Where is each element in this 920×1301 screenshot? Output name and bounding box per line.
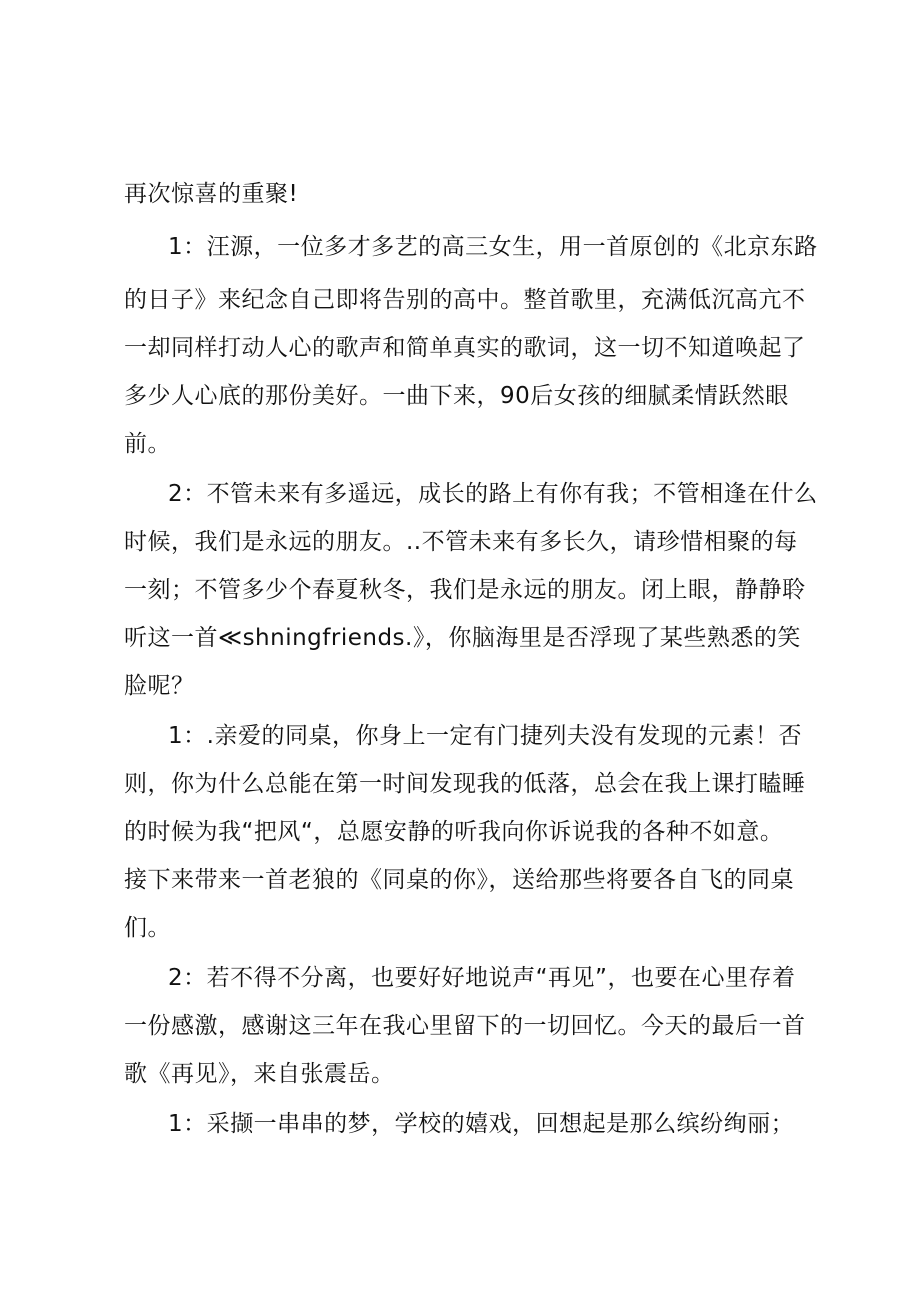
paragraph-line: 歌《再见》，来自张震岳。 — [124, 1061, 395, 1087]
paragraph-line: 一份感激，感谢这三年在我心里留下的一切回忆。今天的最后一首 — [124, 1013, 806, 1039]
paragraph-line: 时候，我们是永远的朋友。..不管未来有多长久，请珍惜相聚的每 — [124, 529, 798, 555]
paragraph-line: 多少人心底的那份美好。一曲下来，90后女孩的细腻柔情跃然眼 — [124, 383, 789, 409]
paragraph-line: 脸呢？ — [124, 673, 195, 699]
paragraph-line: 一却同样打动人心的歌声和简单真实的歌词，这一切不知道唤起了 — [124, 335, 806, 361]
paragraph-line: 前。 — [124, 431, 171, 457]
paragraph-line: 1：.亲爱的同桌，你身上一定有门捷列夫没有发现的元素！否 — [168, 723, 802, 749]
paragraph-line: 的日子》来纪念自己即将告别的高中。整首歌里，充满低沉高亢不 — [124, 287, 806, 313]
paragraph-line: 则，你为什么总能在第一时间发现我的低落，总会在我上课打瞌睡 — [124, 771, 806, 797]
paragraph-line: 1：采撷一串串的梦，学校的嬉戏，回想起是那么缤纷绚丽； — [168, 1111, 795, 1137]
paragraph-line: 2：不管未来有多遥远，成长的路上有你有我；不管相逢在什么 — [168, 481, 818, 507]
paragraph-line: 一刻；不管多少个春夏秋冬，我们是永远的朋友。闭上眼，静静聆 — [124, 577, 806, 603]
paragraph-line: 的时候为我“把风“，总愿安静的听我向你诉说我的各种不如意。 — [124, 819, 784, 845]
paragraph-line: 接下来带来一首老狼的《同桌的你》，送给那些将要各自飞的同桌 — [124, 867, 794, 893]
text-line: 再次惊喜的重聚! — [124, 181, 299, 207]
paragraph-line: 听这一首≪shningfriends.》，你脑海里是否浮现了某些熟悉的笑 — [124, 625, 801, 651]
paragraph-line: 1：汪源，一位多才多艺的高三女生，用一首原创的《北京东路 — [168, 234, 818, 260]
paragraph-line: 们。 — [124, 915, 171, 941]
paragraph-line: 2：若不得不分离，也要好好地说声“再见”，也要在心里存着 — [168, 965, 796, 991]
